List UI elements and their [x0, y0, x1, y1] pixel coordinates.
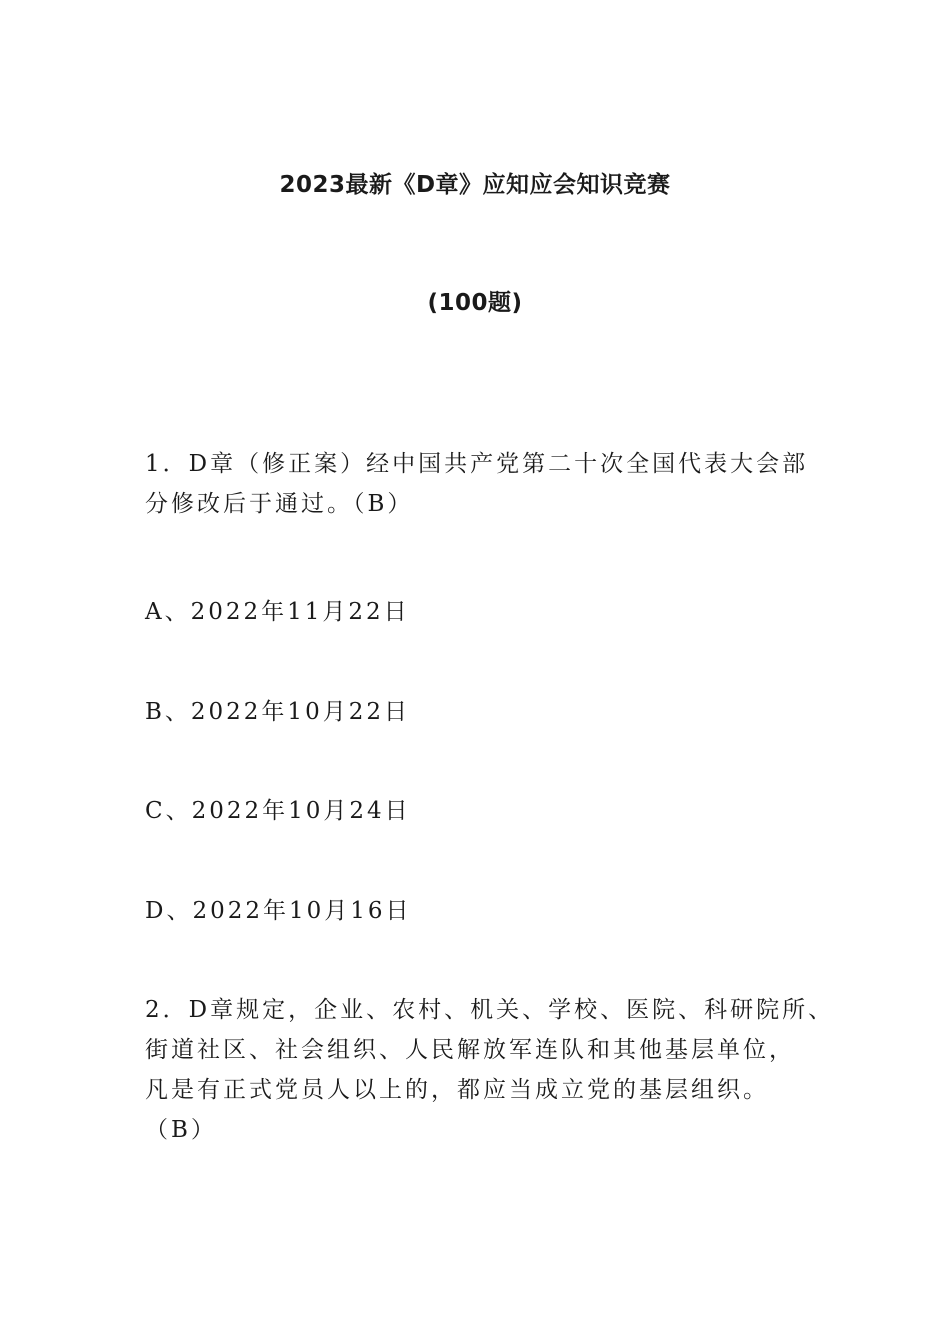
question-2-line-1: 2．D章规定，企业、农村、机关、学校、医院、科研院所、	[145, 997, 835, 1023]
question-1-option-b: B、2022年10月22日	[145, 699, 410, 725]
question-1-line-2: 分修改后于通过。（B）	[145, 491, 414, 517]
document-subtitle: (100题)	[427, 290, 523, 316]
question-1	[145, 444, 835, 524]
question-1-option-c: C、2022年10月24日	[145, 798, 411, 824]
question-1-option-a: A、2022年11月22日	[145, 599, 410, 625]
document-title: 2023最新《D章》应知应会知识竞赛	[279, 172, 671, 198]
question-2-line-4: （B）	[145, 1117, 217, 1143]
question-2-line-2: 街道社区、社会组织、人民解放军连队和其他基层单位，	[145, 1037, 795, 1063]
question-1-option-d: D、2022年10月16日	[145, 898, 412, 924]
question-2	[145, 990, 835, 1150]
question-2-line-3: 凡是有正式党员人以上的，都应当成立党的基层组织。	[145, 1077, 769, 1103]
question-1-line-1: 1．D章（修正案）经中国共产党第二十次全国代表大会部	[145, 451, 809, 477]
